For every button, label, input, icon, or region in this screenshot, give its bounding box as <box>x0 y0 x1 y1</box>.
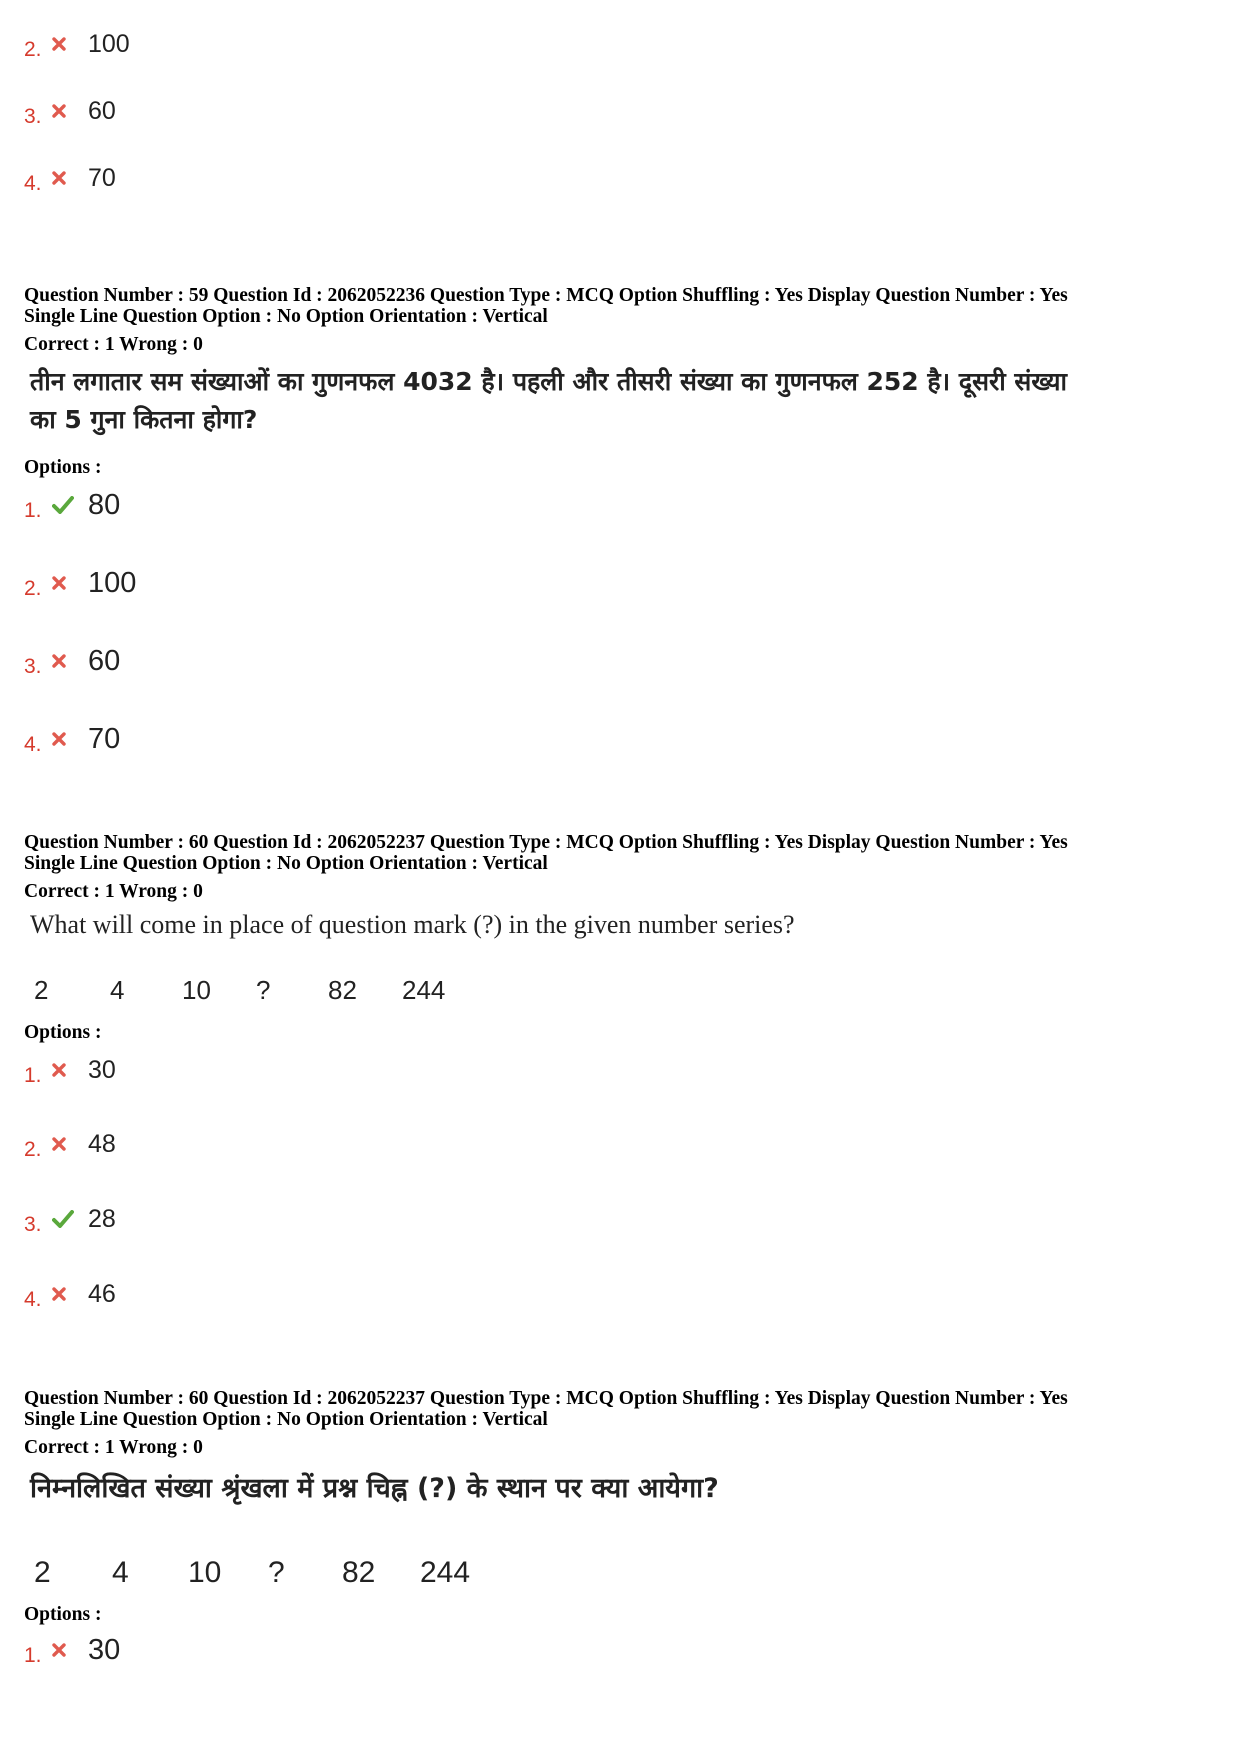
meta-line-1: Question Number : 59 Question Id : 2062052236 Question Type : MCQ Option Shuffling : Yes Display Question Number : Yes <box>24 285 1068 306</box>
series-term: 10 <box>182 975 211 1005</box>
option-number: 3. <box>24 105 42 128</box>
series-term: 10 <box>188 1556 222 1589</box>
option-2[interactable] <box>24 1124 116 1164</box>
option-value: 80 <box>88 488 121 521</box>
option-value: 46 <box>88 1279 116 1308</box>
options-label: Options : <box>24 1604 102 1625</box>
option-value: 70 <box>88 722 121 755</box>
question-text: निम्नलिखित संख्या श्रृंखला में प्रश्न चिह्न (?) के स्थान पर क्या आयेगा? <box>30 1473 719 1504</box>
wrong-icon <box>52 576 80 590</box>
series-term: 2 <box>34 975 49 1005</box>
meta-line-2: Single Line Question Option : No Option Orientation : Vertical <box>24 853 548 874</box>
option-value: 48 <box>88 1129 116 1158</box>
check-icon <box>52 496 80 514</box>
question-text: What will come in place of question mark (?) in the given number series? <box>30 910 795 939</box>
wrong-icon <box>52 654 80 668</box>
wrong-icon <box>52 171 80 185</box>
option-value: 70 <box>88 163 116 192</box>
meta-line-1: Question Number : 60 Question Id : 2062052237 Question Type : MCQ Option Shuffling : Yes Display Question Number : Yes <box>24 832 1068 853</box>
series-term: ? <box>256 975 271 1005</box>
question-text-line-2: का 5 गुना कितना होगा? <box>30 405 258 434</box>
option-number: 4. <box>24 733 42 756</box>
meta-line-1: Question Number : 60 Question Id : 2062052237 Question Type : MCQ Option Shuffling : Yes Display Question Number : Yes <box>24 1388 1068 1409</box>
option-number: 1. <box>24 1644 42 1667</box>
wrong-icon <box>52 1063 80 1077</box>
option-number: 1. <box>24 1064 42 1087</box>
correct-wrong: Correct : 1 Wrong : 0 <box>24 334 203 355</box>
option-2[interactable] <box>24 563 136 603</box>
wrong-icon <box>52 1287 80 1301</box>
question-meta <box>24 1388 1068 1430</box>
question-text <box>30 363 1067 439</box>
meta-line-2: Single Line Question Option : No Option Orientation : Vertical <box>24 306 548 327</box>
option-number: 1. <box>24 499 42 522</box>
option-3[interactable] <box>24 1199 116 1239</box>
option-number: 4. <box>24 1288 42 1311</box>
option-number: 2. <box>24 38 42 61</box>
option-3[interactable] <box>24 641 120 681</box>
option-1[interactable] <box>24 1050 116 1090</box>
option-value: 100 <box>88 29 130 58</box>
check-icon <box>52 1210 80 1228</box>
question-text-line-1: तीन लगातार सम संख्याओं का गुणनफल 4032 है। पहली और तीसरी संख्या का गुणनफल 252 है। दूसरी संख्या <box>30 367 1067 396</box>
option-value: 100 <box>88 566 137 599</box>
prev-option-2[interactable] <box>24 24 130 64</box>
option-number: 2. <box>24 1138 42 1161</box>
series-term: 244 <box>402 975 446 1005</box>
wrong-icon <box>52 732 80 746</box>
option-number: 3. <box>24 655 42 678</box>
option-number: 4. <box>24 172 42 195</box>
option-value: 60 <box>88 644 121 677</box>
option-1[interactable] <box>24 485 120 525</box>
series-term: 2 <box>34 1556 51 1589</box>
correct-wrong: Correct : 1 Wrong : 0 <box>24 1437 203 1458</box>
meta-line-2: Single Line Question Option : No Option Orientation : Vertical <box>24 1409 548 1430</box>
options-label: Options : <box>24 1022 102 1043</box>
question-meta <box>24 832 1068 874</box>
wrong-icon <box>52 1137 80 1151</box>
correct-wrong: Correct : 1 Wrong : 0 <box>24 881 203 902</box>
series-term: 4 <box>112 1556 129 1589</box>
option-value: 30 <box>88 1055 116 1084</box>
series-term: 4 <box>110 975 125 1005</box>
option-number: 3. <box>24 1213 42 1236</box>
wrong-icon <box>52 104 80 118</box>
option-value: 28 <box>88 1204 116 1233</box>
options-label: Options : <box>24 457 102 478</box>
series-term: 82 <box>342 1556 376 1589</box>
series-term: 82 <box>328 975 357 1005</box>
option-1[interactable] <box>24 1630 120 1670</box>
wrong-icon <box>52 1643 80 1657</box>
series-term: 244 <box>420 1556 471 1589</box>
option-value: 30 <box>88 1633 121 1666</box>
series-term: ? <box>268 1556 285 1589</box>
option-4[interactable] <box>24 1274 116 1314</box>
option-4[interactable] <box>24 719 120 759</box>
option-number: 2. <box>24 577 42 600</box>
prev-option-4[interactable] <box>24 158 116 198</box>
question-meta <box>24 285 1068 327</box>
wrong-icon <box>52 37 80 51</box>
option-value: 60 <box>88 96 116 125</box>
prev-option-3[interactable] <box>24 91 116 131</box>
